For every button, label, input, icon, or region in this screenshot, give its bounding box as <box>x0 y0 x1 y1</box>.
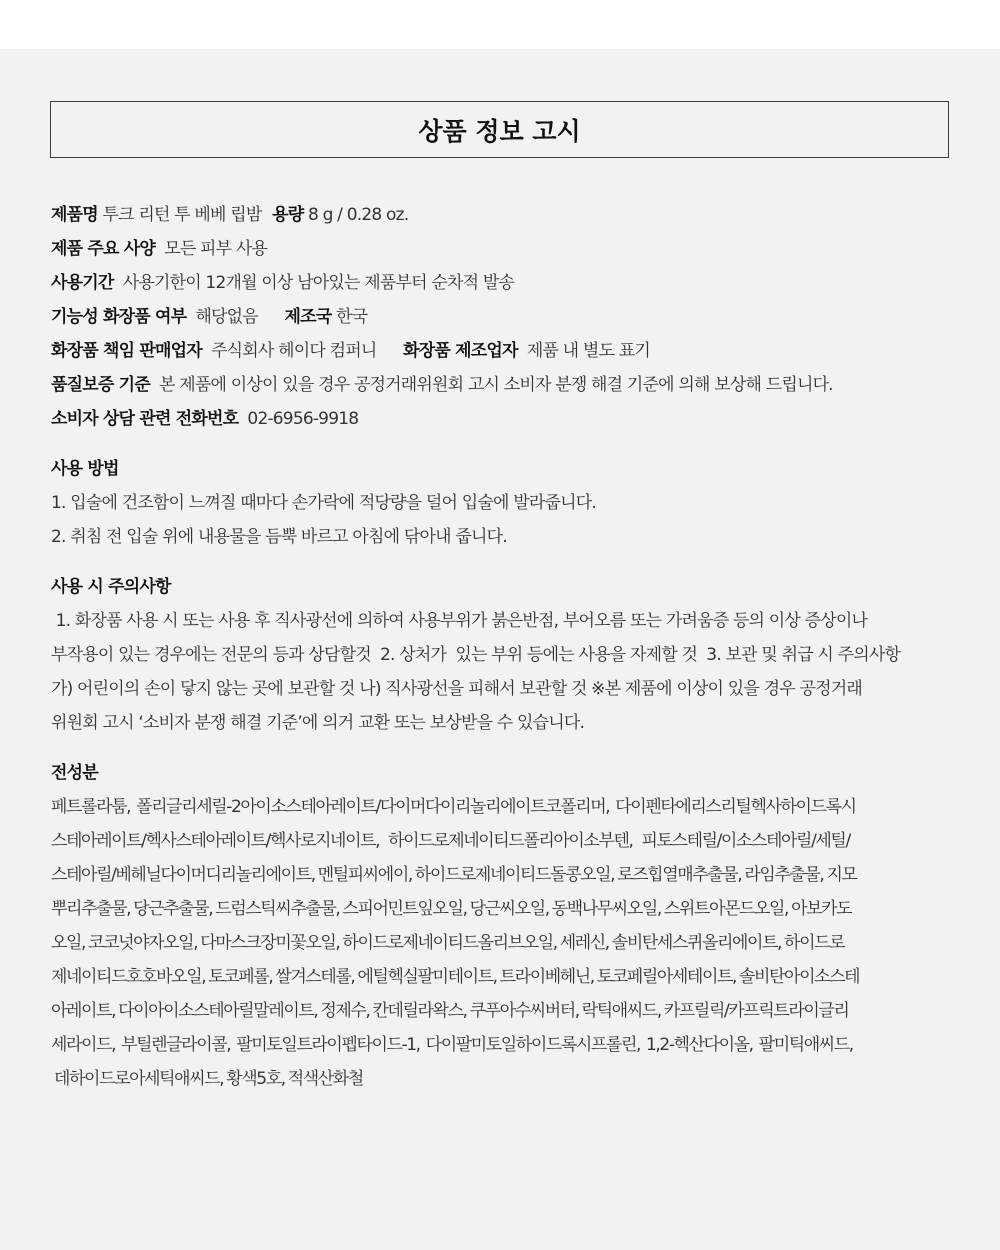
ingredients-line: 페트롤라툼, 폴리글리세릴-2아이소스테아레이트/다이머다이리놀리에이트코폴리머, 다이펜타에리스리틸헥사하이드록시 <box>51 797 856 817</box>
maker-label: 화장품 제조업자 <box>403 341 518 361</box>
usage-line: 2. 취침 전 입술 위에 내용물을 듬뿍 바르고 아침에 닦아내 줍니다. <box>51 527 507 547</box>
product-info-content <box>51 198 951 1096</box>
info-row-period <box>51 266 951 300</box>
ingredients-heading: 전성분 <box>51 763 98 783</box>
seller-value: 주식회사 헤이다 컴퍼니 <box>211 341 377 361</box>
period-label: 사용기간 <box>51 273 114 293</box>
info-row-quality <box>51 368 951 402</box>
seller-label: 화장품 책임 판매업자 <box>51 341 202 361</box>
quality-label: 품질보증 기준 <box>51 375 150 395</box>
ingredients-line: 스테아레이트/헥사스테아레이트/헥사로지네이트, 하이드로제네이티드폴리아이소부텐, 피토스테릴/이소스테아릴/세틸/ <box>51 831 850 851</box>
info-row-spec <box>51 232 951 266</box>
ingredients-line: 아레이트, 다이아이소스테아릴말레이트, 정제수, 칸데릴라왁스, 쿠푸아수씨버터, 락틱애씨드, 카프릴릭/카프릭트라이글리 <box>51 1001 849 1021</box>
top-band <box>0 0 1000 49</box>
info-row-seller <box>51 334 951 368</box>
info-row-functional <box>51 300 951 334</box>
quality-value: 본 제품에 이상이 있을 경우 공정거래위원회 고시 소비자 분쟁 해결 기준에 의해 보상해 드립니다. <box>159 375 833 395</box>
ingredients-line: 데하이드로아세틱애씨드, 황색5호, 적색산화철 <box>51 1069 363 1089</box>
origin-label: 제조국 <box>284 307 332 327</box>
page-title: 상품 정보 고시 <box>50 101 949 158</box>
ingredients-line: 뿌리추출물, 당근추출물, 드럼스틱씨추출물, 스피어민트잎오일, 당근씨오일, 동백나무씨오일, 스위트아몬드오일, 아보카도 <box>51 899 852 919</box>
spec-value: 모든 피부 사용 <box>164 239 268 259</box>
ingredients-line: 세라이드, 부틸렌글라이콜, 팔미토일트라이펩타이드-1, 다이팔미토일하이드록시프롤린, 1,2-헥산다이올, 팔미틱애씨드, <box>51 1035 853 1055</box>
caution-heading: 사용 시 주의사항 <box>51 577 171 597</box>
ingredients-line: 오일, 코코넛야자오일, 다마스크장미꽃오일, 하이드로제네이티드올리브오일, 세레신, 솔비탄세스퀴올리에이트, 하이드로 <box>51 933 845 953</box>
ingredients-line: 스테아릴/베헤닐다이머디리놀리에이트, 멘틸피씨에이, 하이드로제네이티드돌콩오일, 로즈힙열매추출물, 라임추출물, 지모 <box>51 865 857 885</box>
caution-line: 가) 어린이의 손이 닿지 않는 곳에 보관할 것 나) 직사광선을 피해서 보관할 것 ※본 제품에 이상이 있을 경우 공정거래 <box>51 679 862 699</box>
phone-value: 02-6956-9918 <box>247 409 359 429</box>
volume-value: 8 g / 0.28 oz. <box>307 205 409 225</box>
origin-value: 한국 <box>336 307 368 327</box>
info-row-phone <box>51 402 951 436</box>
period-value: 사용기한이 12개월 이상 남아있는 제품부터 순차적 발송 <box>122 273 515 293</box>
ingredients-line: 제네이티드호호바오일, 토코페롤, 쌀겨스테롤, 에틸헥실팔미테이트, 트라이베헤닌, 토코페릴아세테이트, 솔비탄아이소스테 <box>51 967 860 987</box>
phone-label: 소비자 상담 관련 전화번호 <box>51 409 239 429</box>
caution-line: 부작용이 있는 경우에는 전문의 등과 상담할것 2. 상처가 있는 부위 등에는 사용을 자제할 것 3. 보관 및 취급 시 주의사항 <box>51 645 901 665</box>
functional-label: 기능성 화장품 여부 <box>51 307 187 327</box>
product-name-label: 제품명 <box>51 205 98 225</box>
usage-heading: 사용 방법 <box>51 459 119 479</box>
maker-value: 제품 내 별도 표기 <box>526 341 650 361</box>
caution-line: 1. 화장품 사용 시 또는 사용 후 직사광선에 의하여 사용부위가 붉은반점, 부어오름 또는 가려움증 등의 이상 증상이나 <box>51 611 868 631</box>
functional-value: 해당없음 <box>195 307 258 327</box>
caution-line: 위원회 고시 ‘소비자 분쟁 해결 기준’에 의거 교환 또는 보상받을 수 있습니다. <box>51 713 585 733</box>
spec-label: 제품 주요 사양 <box>51 239 155 259</box>
info-row-product-name <box>51 198 951 232</box>
usage-line: 1. 입술에 건조함이 느껴질 때마다 손가락에 적당량을 덜어 입술에 발라줍니다. <box>51 493 596 513</box>
product-name-value: 투크 리턴 투 베베 립밤 <box>102 205 262 225</box>
volume-label: 용량 <box>272 205 304 225</box>
